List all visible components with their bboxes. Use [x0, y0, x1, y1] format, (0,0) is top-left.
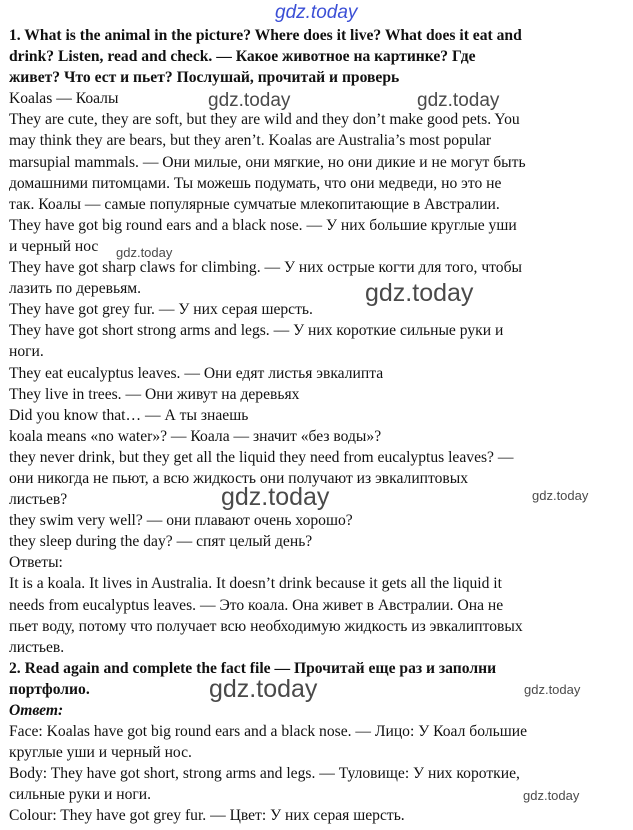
watermark-text: gdz.today	[524, 682, 581, 697]
text-line: They have got big round ears and a black nose. — У них большие круглые уши	[9, 216, 517, 234]
exercise-2-heading-line-1: 2. Read again and complete the fact file — Прочитай еще раз и заполни	[9, 659, 497, 677]
answer-label: Ответ:	[9, 702, 64, 719]
watermark-text: gdz.today	[417, 90, 500, 111]
text-line: They have got grey fur. — У них серая шерсть.	[9, 301, 313, 319]
text-line: They have got short strong arms and legs. — У них короткие сильные руки и	[9, 322, 504, 340]
text-line: they swim very well? — они плавают очень хорошо?	[9, 512, 353, 530]
watermark-text: gdz.today	[116, 245, 173, 260]
watermark-text: gdz.today	[208, 90, 291, 111]
text-line: Did you know that… — А ты знаешь	[9, 406, 249, 424]
watermark-text: gdz.today	[209, 675, 318, 703]
watermark-text: gdz.today	[365, 279, 474, 307]
text-line: и черный нос	[9, 237, 99, 255]
fact-file-line: Face: Koalas have got big round ears and a black nose. — Лицо: У Коал большие	[9, 723, 527, 741]
exercise-1-heading-line-3: живет? Что ест и пьет? Послушай, прочитай и проверь	[9, 69, 400, 87]
text-line: They eat eucalyptus leaves. — Они едят листья эвкалипта	[9, 364, 384, 382]
answer-line: листьев.	[9, 638, 65, 656]
text-line: they never drink, but they get all the liquid they need from eucalyptus leaves? —	[9, 448, 514, 466]
document-body	[9, 25, 624, 827]
text-line: They have got sharp claws for climbing. — У них острые когти для того, чтобы	[9, 259, 523, 277]
exercise-2-heading-line-2: портфолио.	[9, 680, 90, 698]
text-line: They are cute, they are soft, but they are wild and they don’t make good pets. You	[9, 111, 520, 129]
exercise-1-heading-line-2: drink? Listen, read and check. — Какое животное на картинке? Где	[9, 48, 476, 66]
text-line: They live in trees. — Они живут на деревьях	[9, 385, 300, 403]
text-line: marsupial mammals. — Они милые, они мягкие, но они дикие и не могут быть	[9, 153, 526, 171]
watermark-text: gdz.today	[275, 2, 358, 23]
text-line: лазить по деревьям.	[9, 280, 142, 298]
fact-file-line: Body: They have got short, strong arms and legs. — Туловище: У них короткие,	[9, 765, 520, 783]
text-line: домашними питомцами. Ты можешь подумать, что они медведи, но это не	[9, 174, 502, 192]
watermark-text: gdz.today	[523, 788, 580, 803]
fact-file-line: Colour: They have got grey fur. — Цвет: У них серая шерсть.	[9, 807, 405, 825]
text-line: так. Коалы — самые популярные сумчатые млекопитающие в Австралии.	[9, 195, 500, 213]
answer-line: пьет воду, потому что получает всю необходимую жидкость из эвкалиптовых	[9, 617, 523, 635]
fact-file-line: сильные руки и ноги.	[9, 786, 152, 804]
text-line: koala means «no water»? — Коала — значит «без воды»?	[9, 427, 382, 445]
text-line: they sleep during the day? — спят целый день?	[9, 533, 313, 551]
answers-label: Ответы:	[9, 554, 63, 572]
text-line: листьев?	[9, 491, 68, 509]
answer-line: needs from eucalyptus leaves. — Это коала. Она живет в Австралии. Она не	[9, 596, 504, 614]
text-title: Koalas — Коалы	[9, 90, 119, 108]
fact-file-line: круглые уши и черный нос.	[9, 744, 192, 762]
text-line: may think they are bears, but they aren’t. Koalas are Australia’s most popular	[9, 132, 492, 150]
answer-line: It is a koala. It lives in Australia. It doesn’t drink because it gets all the liquid it	[9, 575, 502, 593]
text-line: они никогда не пьют, а всю жидкость они получают из эвкалиптовых	[9, 469, 469, 487]
watermark-text: gdz.today	[532, 488, 589, 503]
watermark-text: gdz.today	[221, 483, 330, 511]
exercise-1-heading-line-1: 1. What is the animal in the picture? Where does it live? What does it eat and	[9, 27, 522, 44]
text-line: ноги.	[9, 343, 44, 361]
